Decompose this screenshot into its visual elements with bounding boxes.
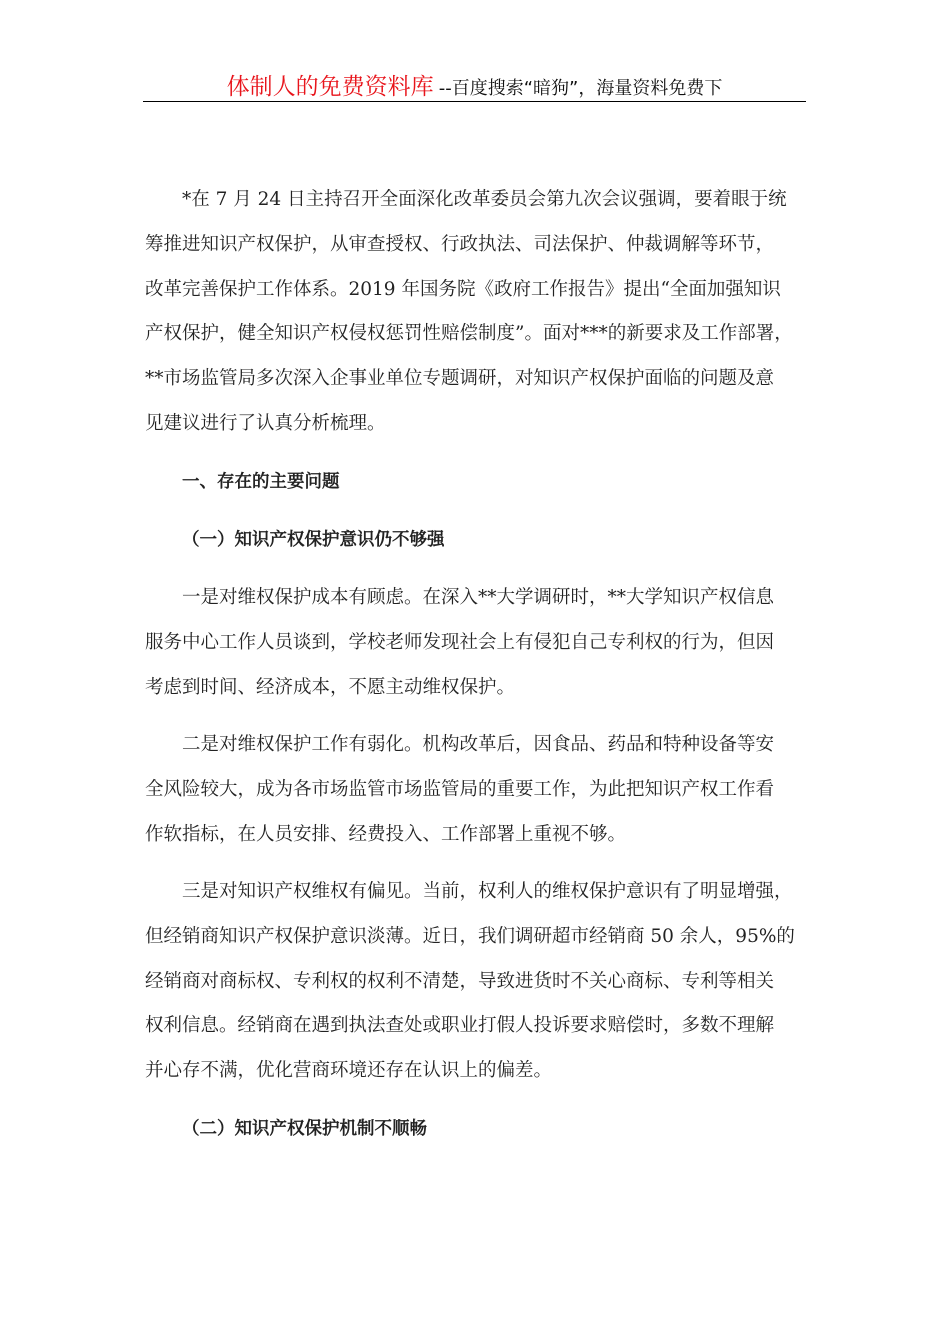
text-line: 但经销商知识产权保护意识淡薄。近日，我们调研超市经销商 50 余人，95%的: [145, 925, 795, 947]
text-line: 权利信息。经销商在遇到执法查处或职业打假人投诉要求赔偿时，多数不理解: [145, 1015, 775, 1037]
text-line: 一是对维权保护成本有顾虑。在深入**大学调研时，**大学知识产权信息: [182, 587, 775, 608]
text-line: 筹推进知识产权保护，从审查授权、行政执法、司法保护、仲裁调解等环节，: [145, 233, 775, 255]
paragraph: [145, 576, 825, 710]
brand-title: 体制人的免费资料库: [226, 74, 434, 100]
subsection-heading: （一）知识产权保护意识仍不够强: [182, 530, 445, 550]
page-header: [143, 68, 806, 102]
text-line: *在 7 月 24 日主持召开全面深化改革委员会第九次会议强调，要着眼于统: [182, 189, 787, 210]
text-line: 全风险较大，成为各市场监管市场监管局的重要工作，为此把知识产权工作看: [145, 778, 775, 800]
subsection-heading: （二）知识产权保护机制不顺畅: [182, 1119, 427, 1139]
text-line: 改革完善保护工作体系。2019 年国务院《政府工作报告》提出“全面加强知识: [145, 278, 781, 300]
text-line: 并心存不满，优化营商环境还存在认识上的偏差。: [145, 1060, 553, 1082]
text-line: 作软指标，在人员安排、经费投入、工作部署上重视不够。: [145, 823, 627, 845]
text-line: 二是对维权保护工作有弱化。机构改革后，因食品、药品和特种设备等安: [182, 734, 775, 755]
paragraph: [145, 723, 825, 857]
paragraph: [145, 870, 825, 1094]
text-line: 三是对知识产权维权有偏见。当前，权利人的维权保护意识有了明显增强，: [182, 881, 793, 902]
text-line: 服务中心工作人员谈到，学校老师发现社会上有侵犯自己专利权的行为，但因: [145, 631, 775, 653]
text-line: **市场监管局多次深入企事业单位专题调研，对知识产权保护面临的问题及意: [145, 368, 775, 390]
text-line: 产权保护，健全知识产权侵权惩罚性赔偿制度”。面对***的新要求及工作部署，: [145, 323, 793, 345]
intro-paragraph: [145, 178, 825, 447]
text-line: 考虑到时间、经济成本，不愿主动维权保护。: [145, 676, 516, 698]
section-heading: 一、存在的主要问题: [182, 472, 340, 492]
text-line: 见建议进行了认真分析梳理。: [145, 412, 386, 434]
header-tagline: --百度搜索“暗狗”，海量资料免费下: [438, 78, 723, 99]
text-line: 经销商对商标权、专利权的权利不清楚，导致进货时不关心商标、专利等相关: [145, 970, 775, 992]
